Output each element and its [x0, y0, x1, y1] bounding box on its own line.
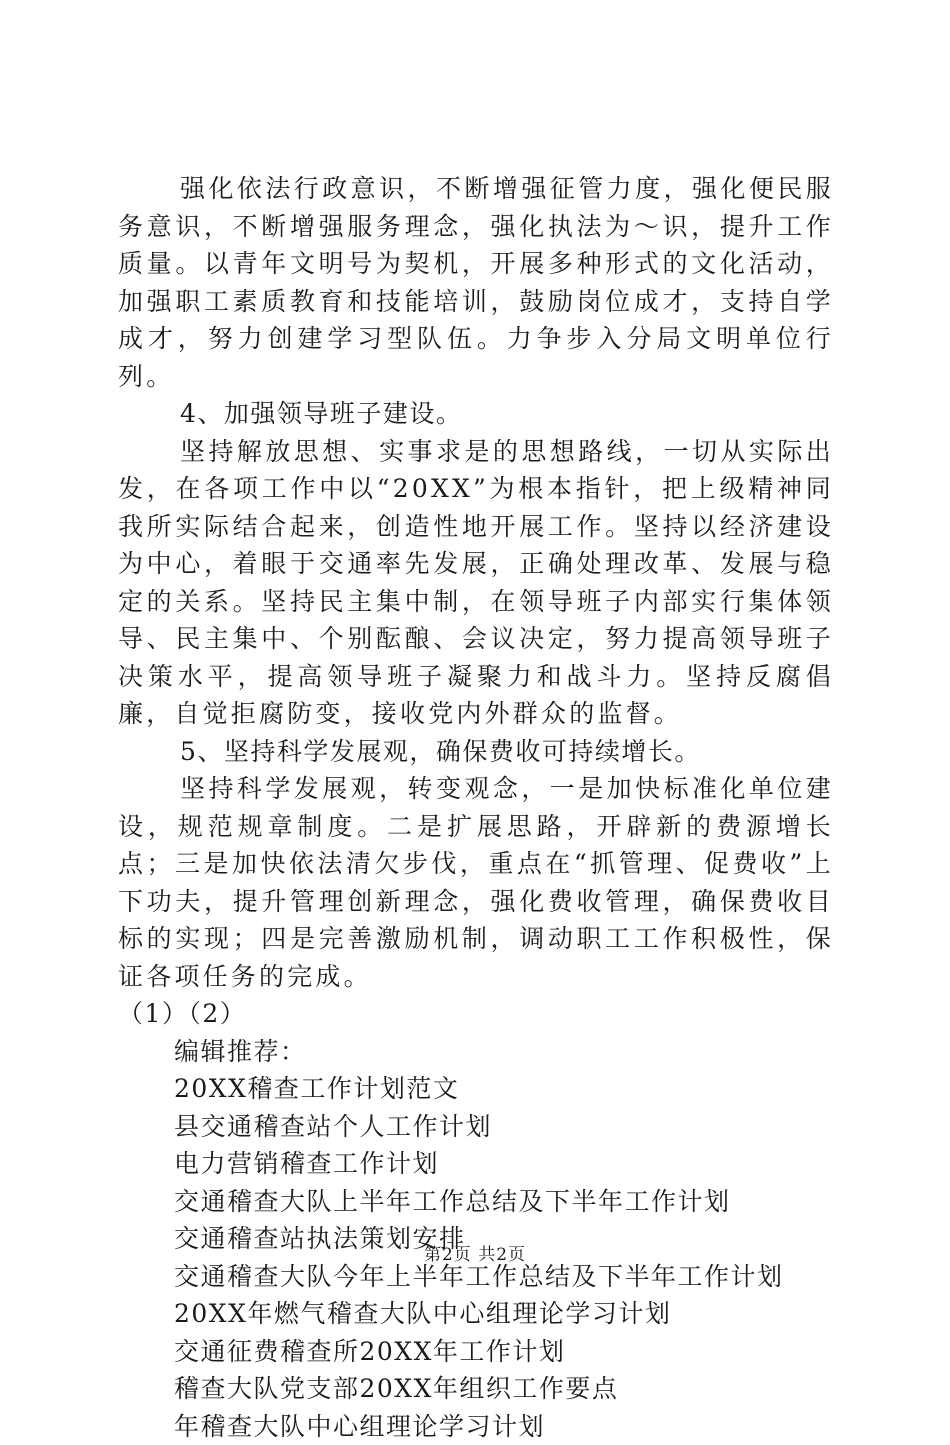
section-heading-development: 5、坚持科学发展观，确保费收可持续增长。 [118, 733, 834, 771]
recommend-link[interactable]: 稽查大队党支部20XX年组织工作要点 [174, 1370, 834, 1408]
recommend-link[interactable]: 20XX稽查工作计划范文 [174, 1070, 834, 1108]
section-heading-leadership: 4、加强领导班子建设。 [118, 395, 834, 433]
paragraph-leadership: 坚持解放思想、实事求是的思想路线，一切从实际出发，在各项工作中以“20XX”为根本指针，把上级精神同我所实际结合起来，创造性地开展工作。坚持以经济建设为中心，着眼于交通率先发展，正确处理改革、发展与稳定的关系。坚持民主集中制，在领导班子内部实行集体领导、民主集中、个别酝酿、会议决定，努力提高领导班子决策水平，提高领导班子凝聚力和战斗力。坚持反腐倡廉，自觉拒腐防变，接收党内外群众的监督。 [118, 433, 834, 733]
page-number-footer: 第2页 共2页 [0, 1240, 950, 1265]
recommend-title: 编辑推荐： [174, 1033, 834, 1071]
recommend-link[interactable]: 交通稽查大队上半年工作总结及下半年工作计划 [174, 1183, 834, 1221]
recommend-link[interactable]: 年稽查大队中心组理论学习计划 [174, 1408, 834, 1445]
recommend-link[interactable]: 20XX年燃气稽查大队中心组理论学习计划 [174, 1295, 834, 1333]
recommend-link[interactable]: 交通稽查大队今年上半年工作总结及下半年工作计划 [174, 1258, 834, 1296]
paragraph-development: 坚持科学发展观，转变观念，一是加快标准化单位建设，规范规章制度。二是扩展思路，开辟新的费源增长点；三是加快依法清欠步伐，重点在“抓管理、促费收”上下功夫，提升管理创新理念，强化费收管理，确保费收目标的实现；四是完善激励机制，调动职工工作积极性，保证各项任务的完成。 [118, 770, 834, 995]
recommend-link[interactable]: 交通稽查站执法策划安排 [174, 1220, 834, 1258]
recommend-link[interactable]: 交通征费稽查所20XX年工作计划 [174, 1333, 834, 1371]
page-markers: （1）（2） [118, 995, 834, 1033]
paragraph-civilization: 强化依法行政意识，不断增强征管力度，强化便民服务意识，不断增强服务理念，强化执法为～识，提升工作质量。以青年文明号为契机，开展多种形式的文化活动，加强职工素质教育和技能培训，鼓励岗位成才，支持自学成才，努力创建学习型队伍。力争步入分局文明单位行列。 [118, 170, 834, 395]
recommend-link[interactable]: 县交通稽查站个人工作计划 [174, 1108, 834, 1146]
recommend-list [118, 1033, 834, 1445]
recommend-link[interactable]: 电力营销稽查工作计划 [174, 1145, 834, 1183]
